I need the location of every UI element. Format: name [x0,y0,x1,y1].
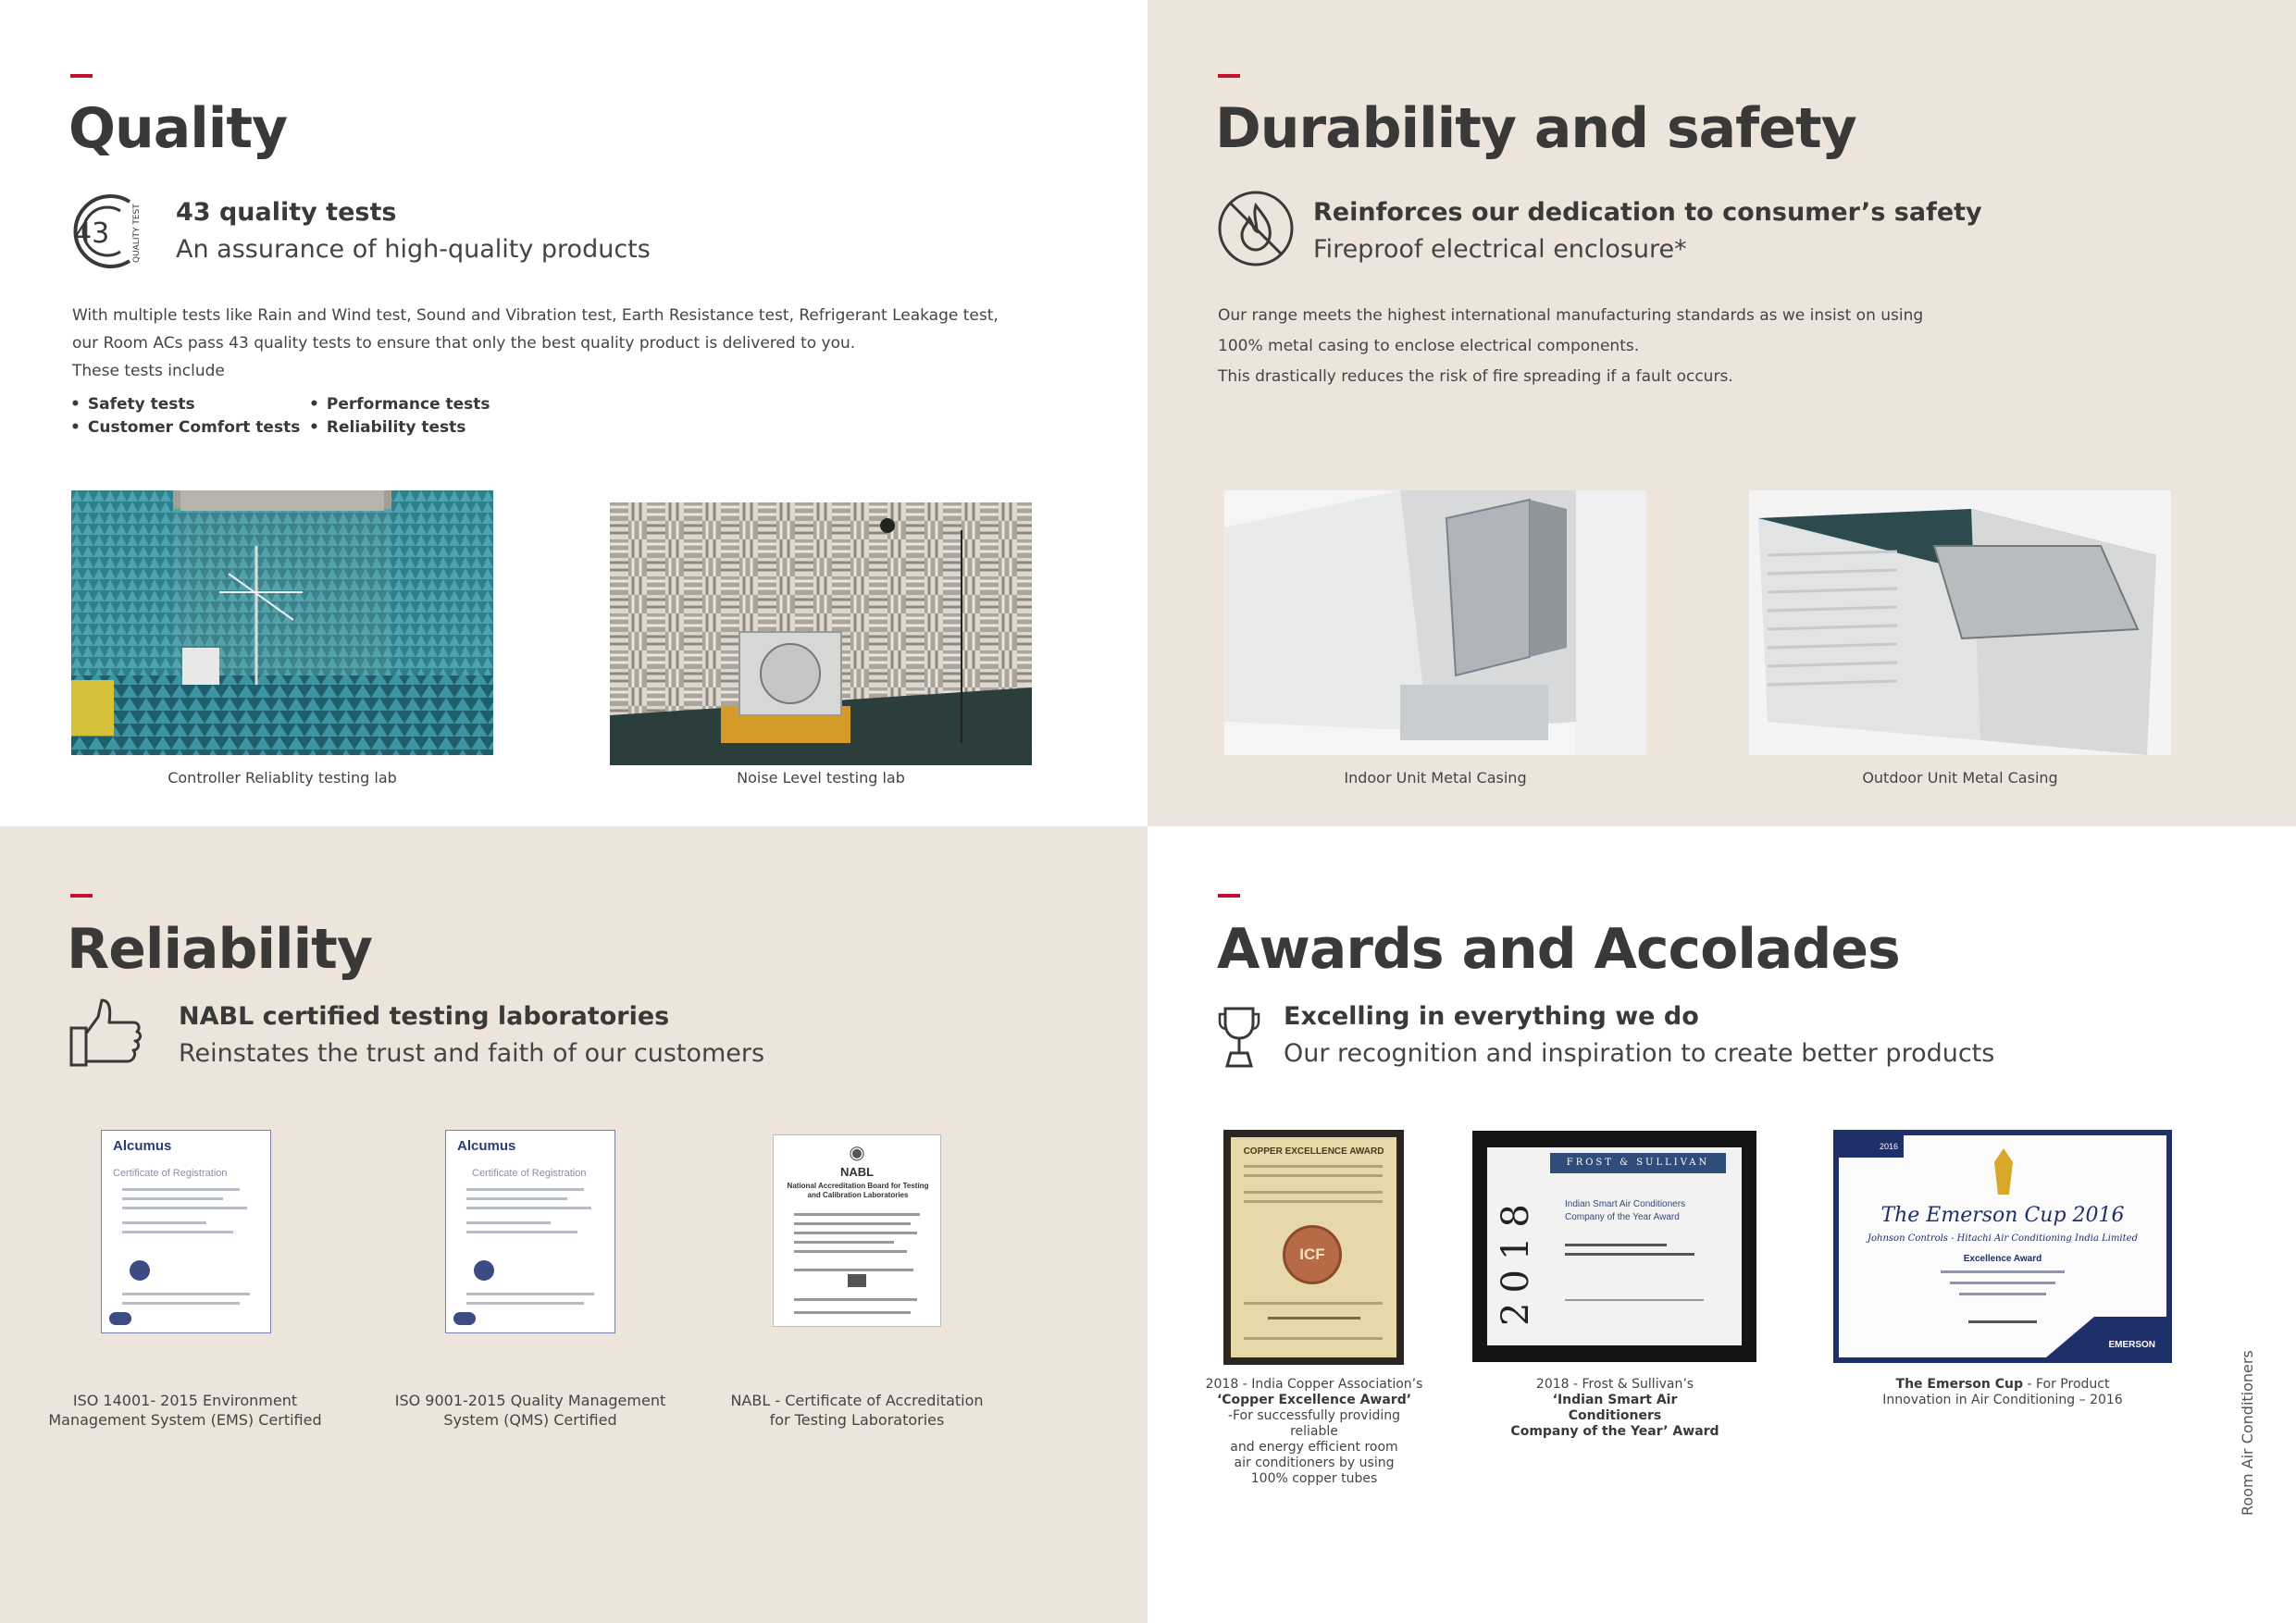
award-caption: 2018 - Frost & Sullivan’s ‘Indian Smart Air Conditioners Company of the Year’ Award [1510,1377,1719,1439]
awards-section [1148,826,2296,1623]
durability-body-line: This drastically reduces the risk of fire spreading if a fault occurs. [1218,367,1733,386]
iso9001-certificate: Alcumus Certificate of Registration [445,1130,615,1333]
photo-caption: Outdoor Unit Metal Casing [1862,769,2058,787]
certificate-caption: ISO 14001- 2015 Environment Management System (EMS) Certified [48,1392,322,1429]
accent-dash [1218,894,1240,898]
durability-body-line: Our range meets the highest international manufacturing standards as we insist on using [1218,306,1924,325]
quality-body-line: These tests include [72,362,225,380]
trophy-icon [1218,1007,1260,1070]
outdoor-unit-photo [1749,490,2171,755]
reliability-subheading: Reinstates the trust and faith of our customers [179,1039,765,1068]
bullet-item: • Reliability tests [309,418,465,437]
awards-subheading: Our recognition and inspiration to create better products [1284,1039,1995,1068]
accent-dash [70,74,93,78]
frost-sullivan-plaque: 2018 FROST & SULLIVAN Indian Smart Air Conditioners Company of the Year Award [1472,1131,1756,1362]
durability-heading: Reinforces our dedication to consumer’s safety [1313,198,1982,227]
accent-dash [1218,74,1240,78]
thumbs-up-icon [68,997,144,1071]
accent-dash [70,894,93,898]
reliability-heading: NABL certified testing laboratories [179,1002,670,1031]
svg-text:QUALITY TEST: QUALITY TEST [132,204,142,263]
durability-subheading: Fireproof electrical enclosure* [1313,235,1687,264]
quality-heading: 43 quality tests [176,198,397,227]
bullet-item: • Safety tests [70,395,195,414]
quality-body-line: With multiple tests like Rain and Wind test, Sound and Vibration test, Earth Resistance test, Refrigerant Leakage test, [72,306,999,325]
section-title: Awards and Accolades [1217,917,1900,982]
award-caption: 2018 - India Copper Association’s ‘Copper Excellence Award’ -For successfully providing reliable and energy efficient room air conditioners by using 100% copper tubes [1205,1377,1423,1486]
noise-lab-photo [610,502,1032,765]
copper-award-plaque: COPPER EXCELLENCE AWARD ICF [1223,1130,1404,1365]
awards-heading: Excelling in everything we do [1284,1002,1699,1031]
bullet-item: • Customer Comfort tests [70,418,300,437]
quality-test-icon [68,189,154,274]
reliability-section [0,826,1148,1623]
photo-caption: Indoor Unit Metal Casing [1344,769,1527,787]
svg-text:43: 43 [74,217,110,250]
nabl-certificate: ◉ NABL National Accreditation Board for Testing and Calibration Laboratories [773,1134,941,1327]
section-title: Reliability [67,917,372,982]
durability-body-line: 100% metal casing to enclose electrical components. [1218,337,1640,355]
quality-body-line: our Room ACs pass 43 quality tests to ensure that only the best quality product is delivered to you. [72,334,856,353]
photo-caption: Controller Reliablity testing lab [168,769,397,787]
award-caption: The Emerson Cup - For Product Innovation in Air Conditioning – 2016 [1882,1377,2123,1407]
durability-section [1148,0,2296,826]
emerson-cup-plaque: 2016 The Emerson Cup 2016 Johnson Controls - Hitachi Air Conditioning India Limited Excellence Award EMERSON [1833,1130,2172,1363]
certificate-caption: NABL - Certificate of Accreditation for Testing Laboratories [730,1392,984,1429]
quality-section [0,0,1148,826]
bullet-item: • Performance tests [309,395,490,414]
no-fire-icon [1216,189,1296,268]
indoor-unit-photo [1224,490,1646,755]
side-label: Room Air Conditioners [2239,1350,2256,1516]
photo-caption: Noise Level testing lab [737,769,905,787]
section-title: Durability and safety [1215,96,1856,161]
iso14001-certificate: Alcumus Certificate of Registration [101,1130,271,1333]
quality-subheading: An assurance of high-quality products [176,235,651,264]
section-title: Quality [68,96,288,161]
controller-lab-photo [71,490,493,755]
certificate-caption: ISO 9001-2015 Quality Management System (QMS) Certified [394,1392,666,1429]
